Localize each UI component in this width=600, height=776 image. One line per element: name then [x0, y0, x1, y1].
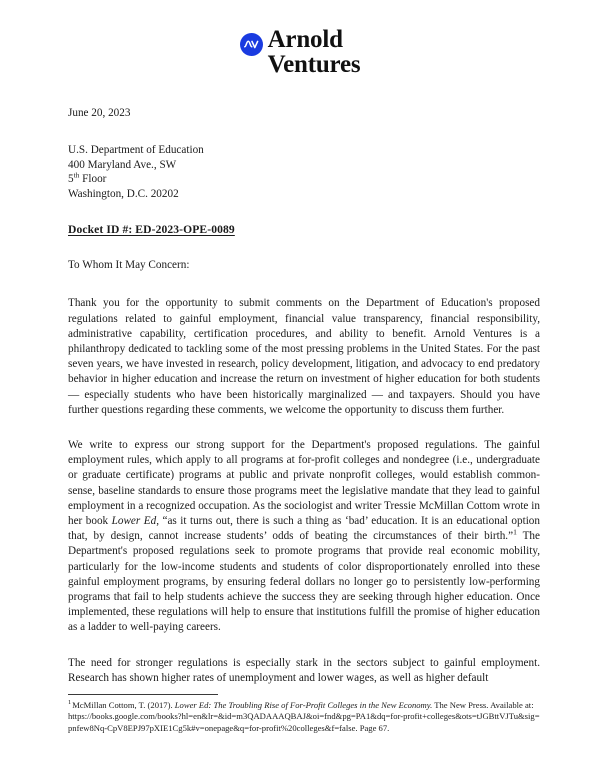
footnote-page-ref: Page 67. [357, 722, 390, 733]
letter-date: June 20, 2023 [68, 107, 131, 119]
letterhead [0, 0, 600, 77]
footnote-area [68, 694, 540, 734]
brand-wordmark-line1: Arnold [267, 26, 343, 53]
body-paragraph-3: The need for stronger regulations is especially stark in the sectors subject to gainful employment. Research has shown higher rates of unemployment and lower wages, as well as higher default [68, 656, 540, 684]
footnote-reference-1[interactable]: 1 [513, 527, 517, 537]
brand-wordmark [268, 27, 361, 77]
paragraph-2-text-part-1: We write to express our strong support for the Department's proposed regulations. The gainful employment rules, which apply to all programs at for-profit colleges and nondegree (i.e., undergraduate or graduate certificate) programs at public and private nonprofit colleges, would establish common-sense, baseline standards to ensure those programs meet the legislative mandate that they lead to gainful employment in a recognized occupation. As the sociologist and writer Tressie McMillan Cottom wrote in her book [68, 439, 540, 528]
paragraph-2-text-part-2: , “as it turns out, there is such a thing as ‘bad’ education. It is an educational option that, by design, cannot increase students’ odds of beating the circumstances of their birth.” [68, 515, 540, 543]
arnold-ventures-logo-icon [240, 33, 263, 56]
recipient-floor-suffix: Floor [79, 173, 107, 186]
body-paragraph-1: Thank you for the opportunity to submit comments on the Department of Education's proposed regulations related to gainful employment, financial value transparency, financial responsibility, administrative capability, certification procedures, and ability to benefit. Arnold Ventures is a philanthropy dedicated to tackling some of the most pressing problems in the United States. For the past seven years, we have invested in research, policy development, litigation, and advocacy to end predatory behavior in higher education and increase the return on investment of higher education for both students — especially students who have been historically marginalized — and taxpayers. Should you have further questions regarding these comments, we welcome the opportunity to discuss them further. [68, 297, 540, 416]
footnote-separator-rule [68, 694, 218, 695]
recipient-organization: U.S. Department of Education [68, 144, 204, 156]
footnote-publisher: The New Press. Available at: [432, 699, 534, 710]
recipient-floor-ordinal: th [73, 170, 80, 180]
footnote-author-year: McMillan Cottom, T. (2017). [72, 699, 175, 710]
recipient-floor [68, 172, 540, 187]
brand-wordmark-line2: Ventures [267, 51, 361, 78]
footnote-url[interactable]: https://books.google.com/books?hl=en&lr=&id=m3QADAAAQBAJ&oi=fnd&pg=PA1&dq=for-profit+colleges&ots=tJGBttVJTu&sig=pnfew8Nq-CpV8EPJ97pXIE1Cg5k#v=onepage&q=for-profit%20colleges&f=false. [68, 711, 540, 733]
docket-id-heading: Docket ID #: ED-2023-OPE-0089 [68, 223, 235, 237]
recipient-street: 400 Maryland Ave., SW [68, 158, 177, 171]
recipient-address-block [68, 143, 540, 201]
body-paragraph-2 [68, 438, 540, 636]
recipient-floor-number: 5 [68, 173, 74, 186]
footnote-title: Lower Ed: The Troubling Rise of For-Profit Colleges in the New Economy. [174, 699, 433, 710]
brand-logo-lockup [240, 27, 361, 77]
paragraph-2-text-part-3: The Department's proposed regulations seek to promote programs that provide real economic mobility, particularly for the low-income students and students of color disproportionately enrolled into these gainful employment programs, by ensuring federal dollars no longer go to persistently low-performing programs that fail to help students achieve the success they are seeking through higher education. Once implemented, these regulations will help to ensure that institutions fulfill the promise of higher education as a ladder to well-paying careers. [68, 530, 540, 634]
book-title-lower-ed: Lower Ed [111, 515, 157, 528]
salutation: To Whom It May Concern: [68, 259, 190, 272]
footnote-1 [68, 700, 540, 734]
footnote-number: 1 [68, 698, 72, 706]
letter-content [0, 106, 600, 686]
recipient-city-state-zip: Washington, D.C. 20202 [68, 187, 179, 200]
